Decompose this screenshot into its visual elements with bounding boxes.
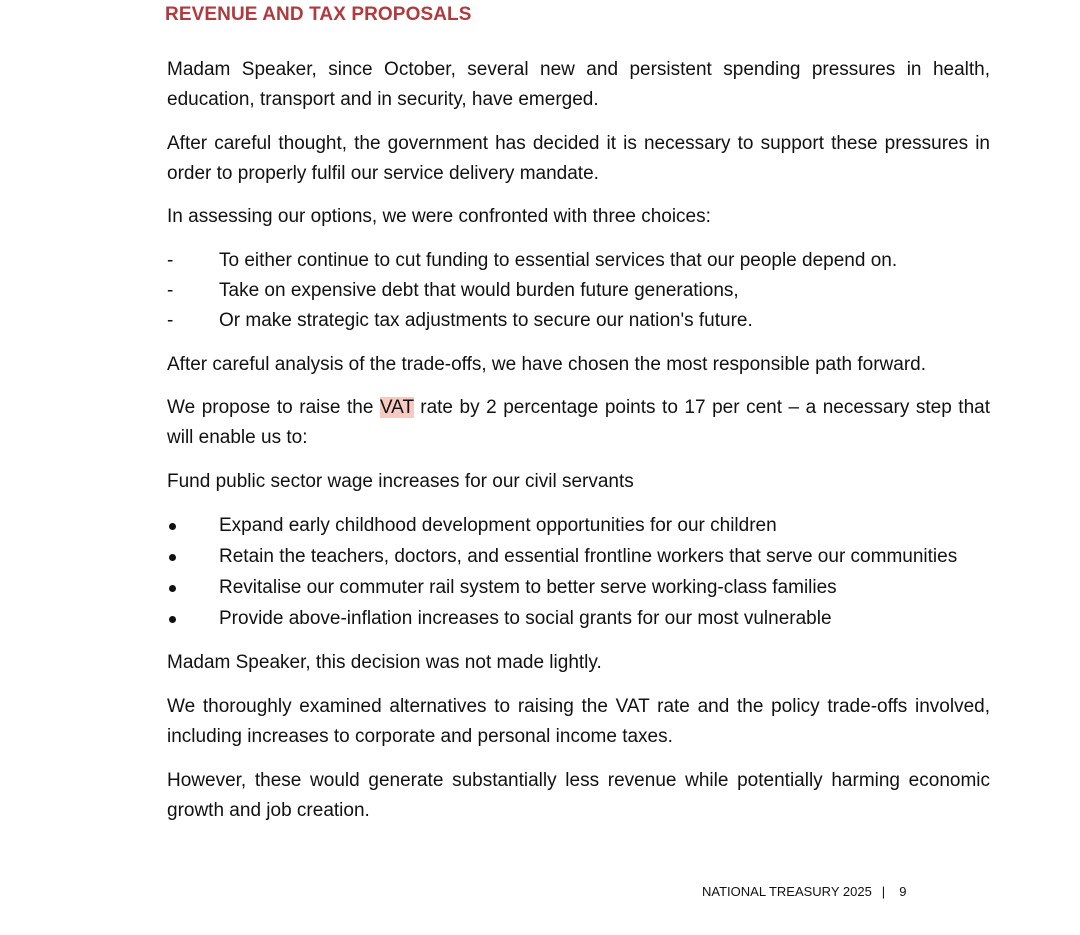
dash-marker: - [167,280,174,301]
bullet-text: Expand early childhood development opportunities for our children [219,515,777,536]
list-item [167,604,997,634]
paragraph-vat-proposal [167,393,990,453]
vat-highlight: VAT [379,397,414,418]
dash-marker: - [167,310,174,331]
list-item [167,246,997,276]
dash-marker: - [167,250,174,271]
choice-text: To either continue to cut funding to essential services that our people depend on. [219,250,898,271]
paragraph-decision-not-light: Madam Speaker, this decision was not made lightly. [167,652,602,673]
bullet-text: Provide above-inflation increases to social grants for our most vulnerable [219,608,832,629]
paragraph-wage-increases: Fund public sector wage increases for our civil servants [167,471,634,492]
footer-org: NATIONAL TREASURY 2025 [702,884,872,899]
bullet-text: Retain the teachers, doctors, and essential frontline workers that serve our communities [219,546,958,567]
section-heading: REVENUE AND TAX PROPOSALS [165,4,472,25]
bullet-text: Revitalise our commuter rail system to better serve working-class families [219,577,837,598]
page-number: 9 [899,884,907,899]
list-item [167,306,997,336]
list-item [167,276,997,306]
paragraph-responsible-path: After careful analysis of the trade-offs, we have chosen the most responsible path forward. [167,354,926,375]
vat-text-before: We propose to raise the [167,397,380,418]
page-footer [702,884,906,900]
vat-text-after: rate by 2 percentage points to 17 per cent – a necessary step that will enable us to: [167,397,990,448]
choice-text: Or make strategic tax adjustments to secure our nation's future. [219,310,753,331]
paragraph-three-choices: In assessing our options, we were confronted with three choices: [167,206,711,227]
list-item [167,542,997,572]
paragraph-government-decision: After careful thought, the government has decided it is necessary to support these pressures in order to properly fulfil our service delivery mandate. [167,133,990,184]
choice-text: Take on expensive debt that would burden future generations, [219,280,739,301]
footer-separator: | [881,884,886,899]
paragraph-alternatives: We thoroughly examined alternatives to raising the VAT rate and the policy trade-offs involved, including increases to corporate and personal income taxes. [167,696,990,747]
list-item [167,511,997,541]
paragraph-spending-pressures: Madam Speaker, since October, several new and persistent spending pressures in health, education, transport and in security, have emerged. [167,59,990,110]
paragraph-revenue-impact: However, these would generate substantially less revenue while potentially harming economic growth and job creation. [167,770,990,821]
list-item [167,573,997,603]
